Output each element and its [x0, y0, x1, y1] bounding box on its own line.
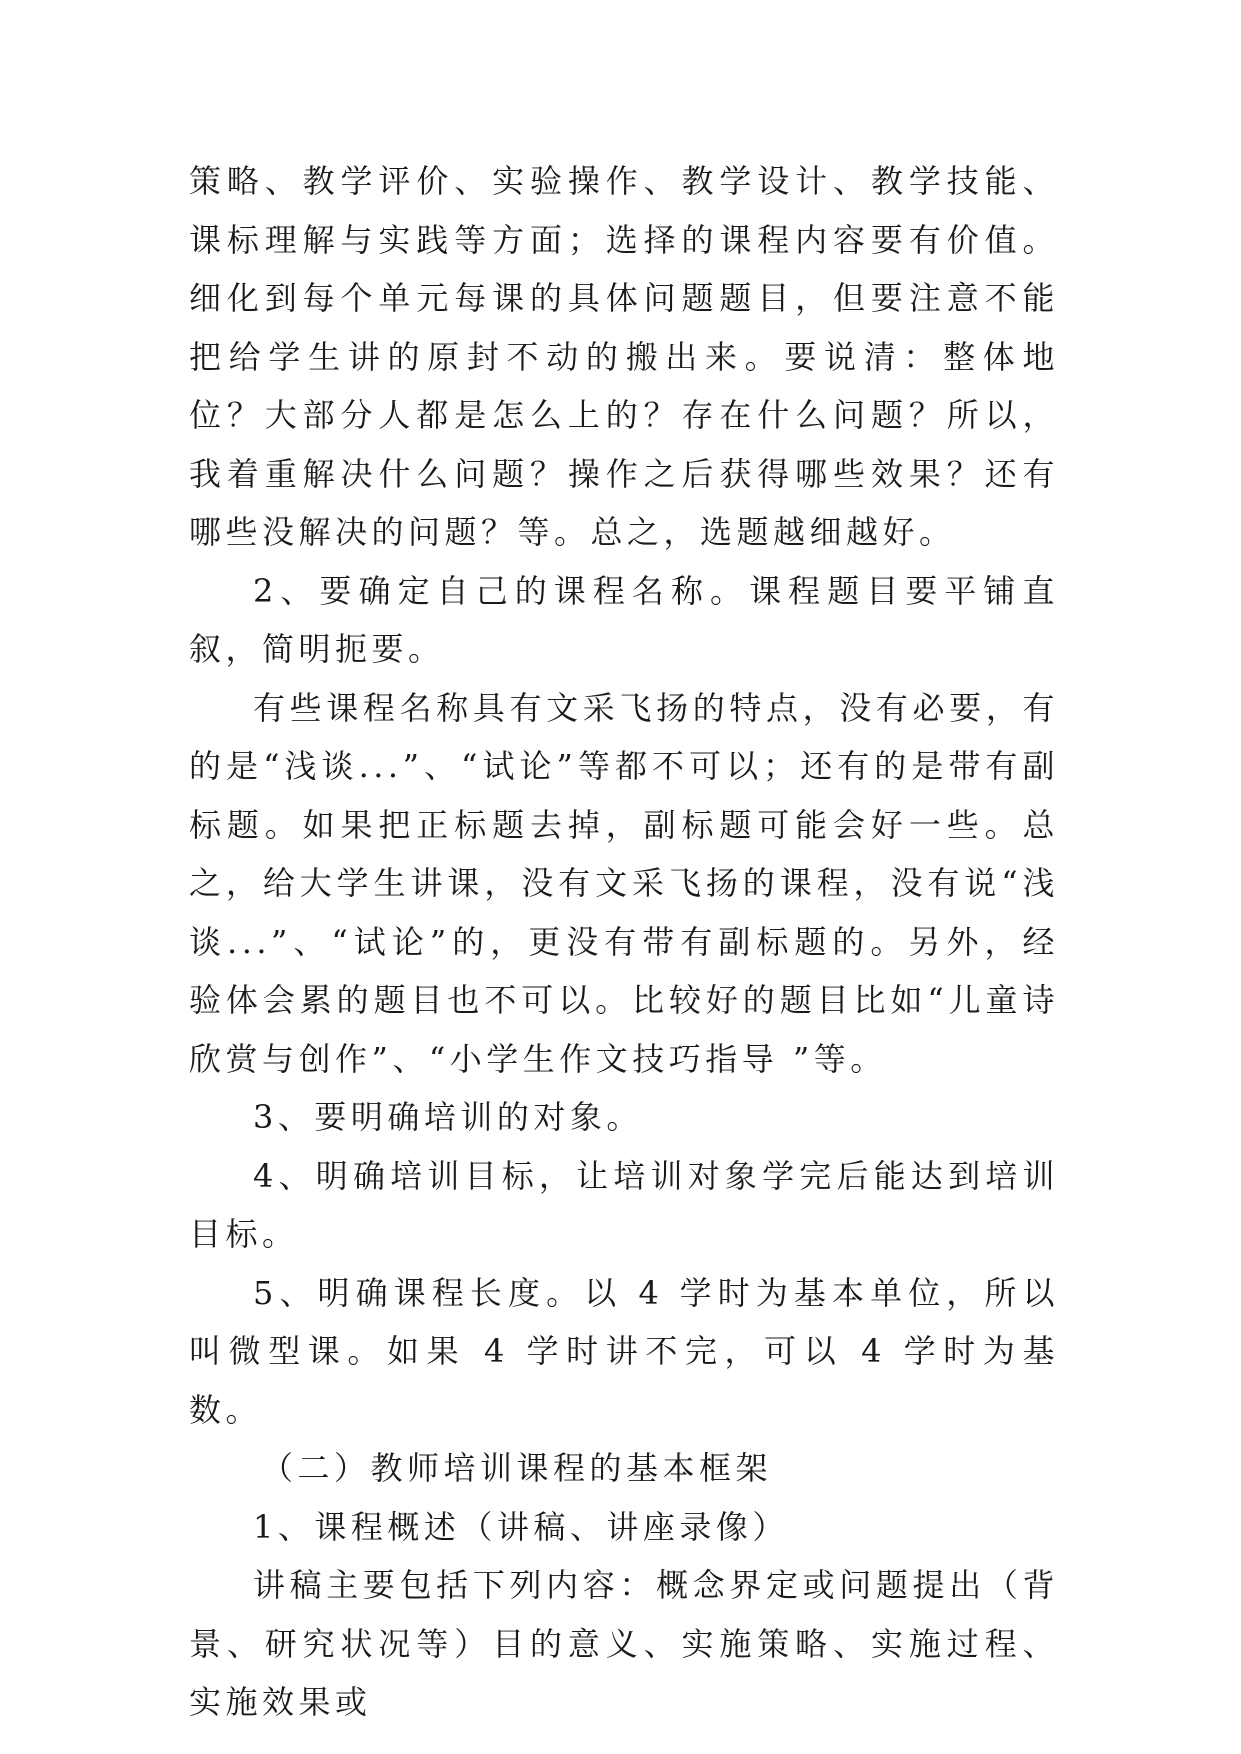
- text-line: 讲课，没有文采飞扬的课程，没有说“浅谈...”、“试论”: [189, 864, 1059, 961]
- paragraph-training-goal: [189, 1147, 1059, 1264]
- text-line: 有些课程名称具有文采飞扬的特点，没有必要，有的是: [189, 688, 1059, 785]
- text-line: 4、明确培训目标，让培训对象学完后能达到培训目标。: [189, 1156, 1059, 1253]
- text-line: 解与实践等方面；选择的课程内容要有价值。细化到每个单: [189, 220, 1059, 317]
- paragraph-course-name-examples: [189, 679, 1059, 1089]
- text-line: 5、明确课程长度。以 4 学时为基本单位，所以叫微型: [189, 1273, 1059, 1370]
- text-line: 动的搬出来。要说清：整体地位？大部分人都是怎么上的？: [189, 337, 1059, 434]
- text-line: 的，更没有带有副标题的。另外，经验体会累的题目也不可: [189, 922, 1059, 1019]
- text-line: 2、要确定自己的课程名称。课程题目要平铺直叙，简: [189, 571, 1059, 668]
- text-line: 元每课的具体问题题目，但要注意不能把给学生讲的原封不: [189, 279, 1059, 376]
- text-line: 课。如果 4 学时讲不完，可以 4 学时为基数。: [189, 1332, 1059, 1429]
- text-line: 讲稿主要包括下列内容：概念界定或问题提出（背景、: [189, 1566, 1059, 1663]
- text-line: 技巧指导 ”等。: [632, 1039, 887, 1078]
- text-line: 以。比较好的题目比如“儿童诗欣赏与创作”、“小学生作文: [189, 981, 1059, 1078]
- text-line: 3、要明确培训的对象。: [253, 1098, 643, 1136]
- text-line: 1、课程概述（讲稿、讲座录像）: [253, 1507, 789, 1546]
- text-line: 哪些效果？还有哪些没解决的问题？等。总之，选题越细越: [189, 454, 1059, 551]
- paragraph-topic-selection: [189, 152, 1059, 562]
- paragraph-training-audience: [189, 1088, 1059, 1147]
- document-body: [189, 152, 1059, 1732]
- text-line: 存在什么问题？所以，我着重解决什么问题？操作之后获得: [189, 396, 1059, 493]
- section-heading-framework: [189, 1439, 1059, 1498]
- text-line: 明扼要。: [298, 630, 445, 668]
- paragraph-course-overview: [189, 1498, 1059, 1557]
- text-line: 好。: [882, 513, 956, 551]
- text-line: 研究状况等）目的意义、实施策略、实施过程、实施效果或: [189, 1624, 1059, 1721]
- paragraph-course-name: [189, 562, 1059, 679]
- paragraph-course-length: [189, 1264, 1059, 1440]
- heading-text: （二）教师培训课程的基本框架: [261, 1449, 773, 1487]
- text-line: 如果把正标题去掉，副标题可能会好一些。总之，给大学生: [189, 805, 1059, 902]
- text-line: 策略、教学评价、实验操作、教学设计、教学技能、课标理: [189, 162, 1059, 259]
- text-line: “浅谈...”、“试论”等都不可以；还有的是带有副标题。: [189, 747, 1059, 844]
- paragraph-lecture-contents: [189, 1556, 1059, 1732]
